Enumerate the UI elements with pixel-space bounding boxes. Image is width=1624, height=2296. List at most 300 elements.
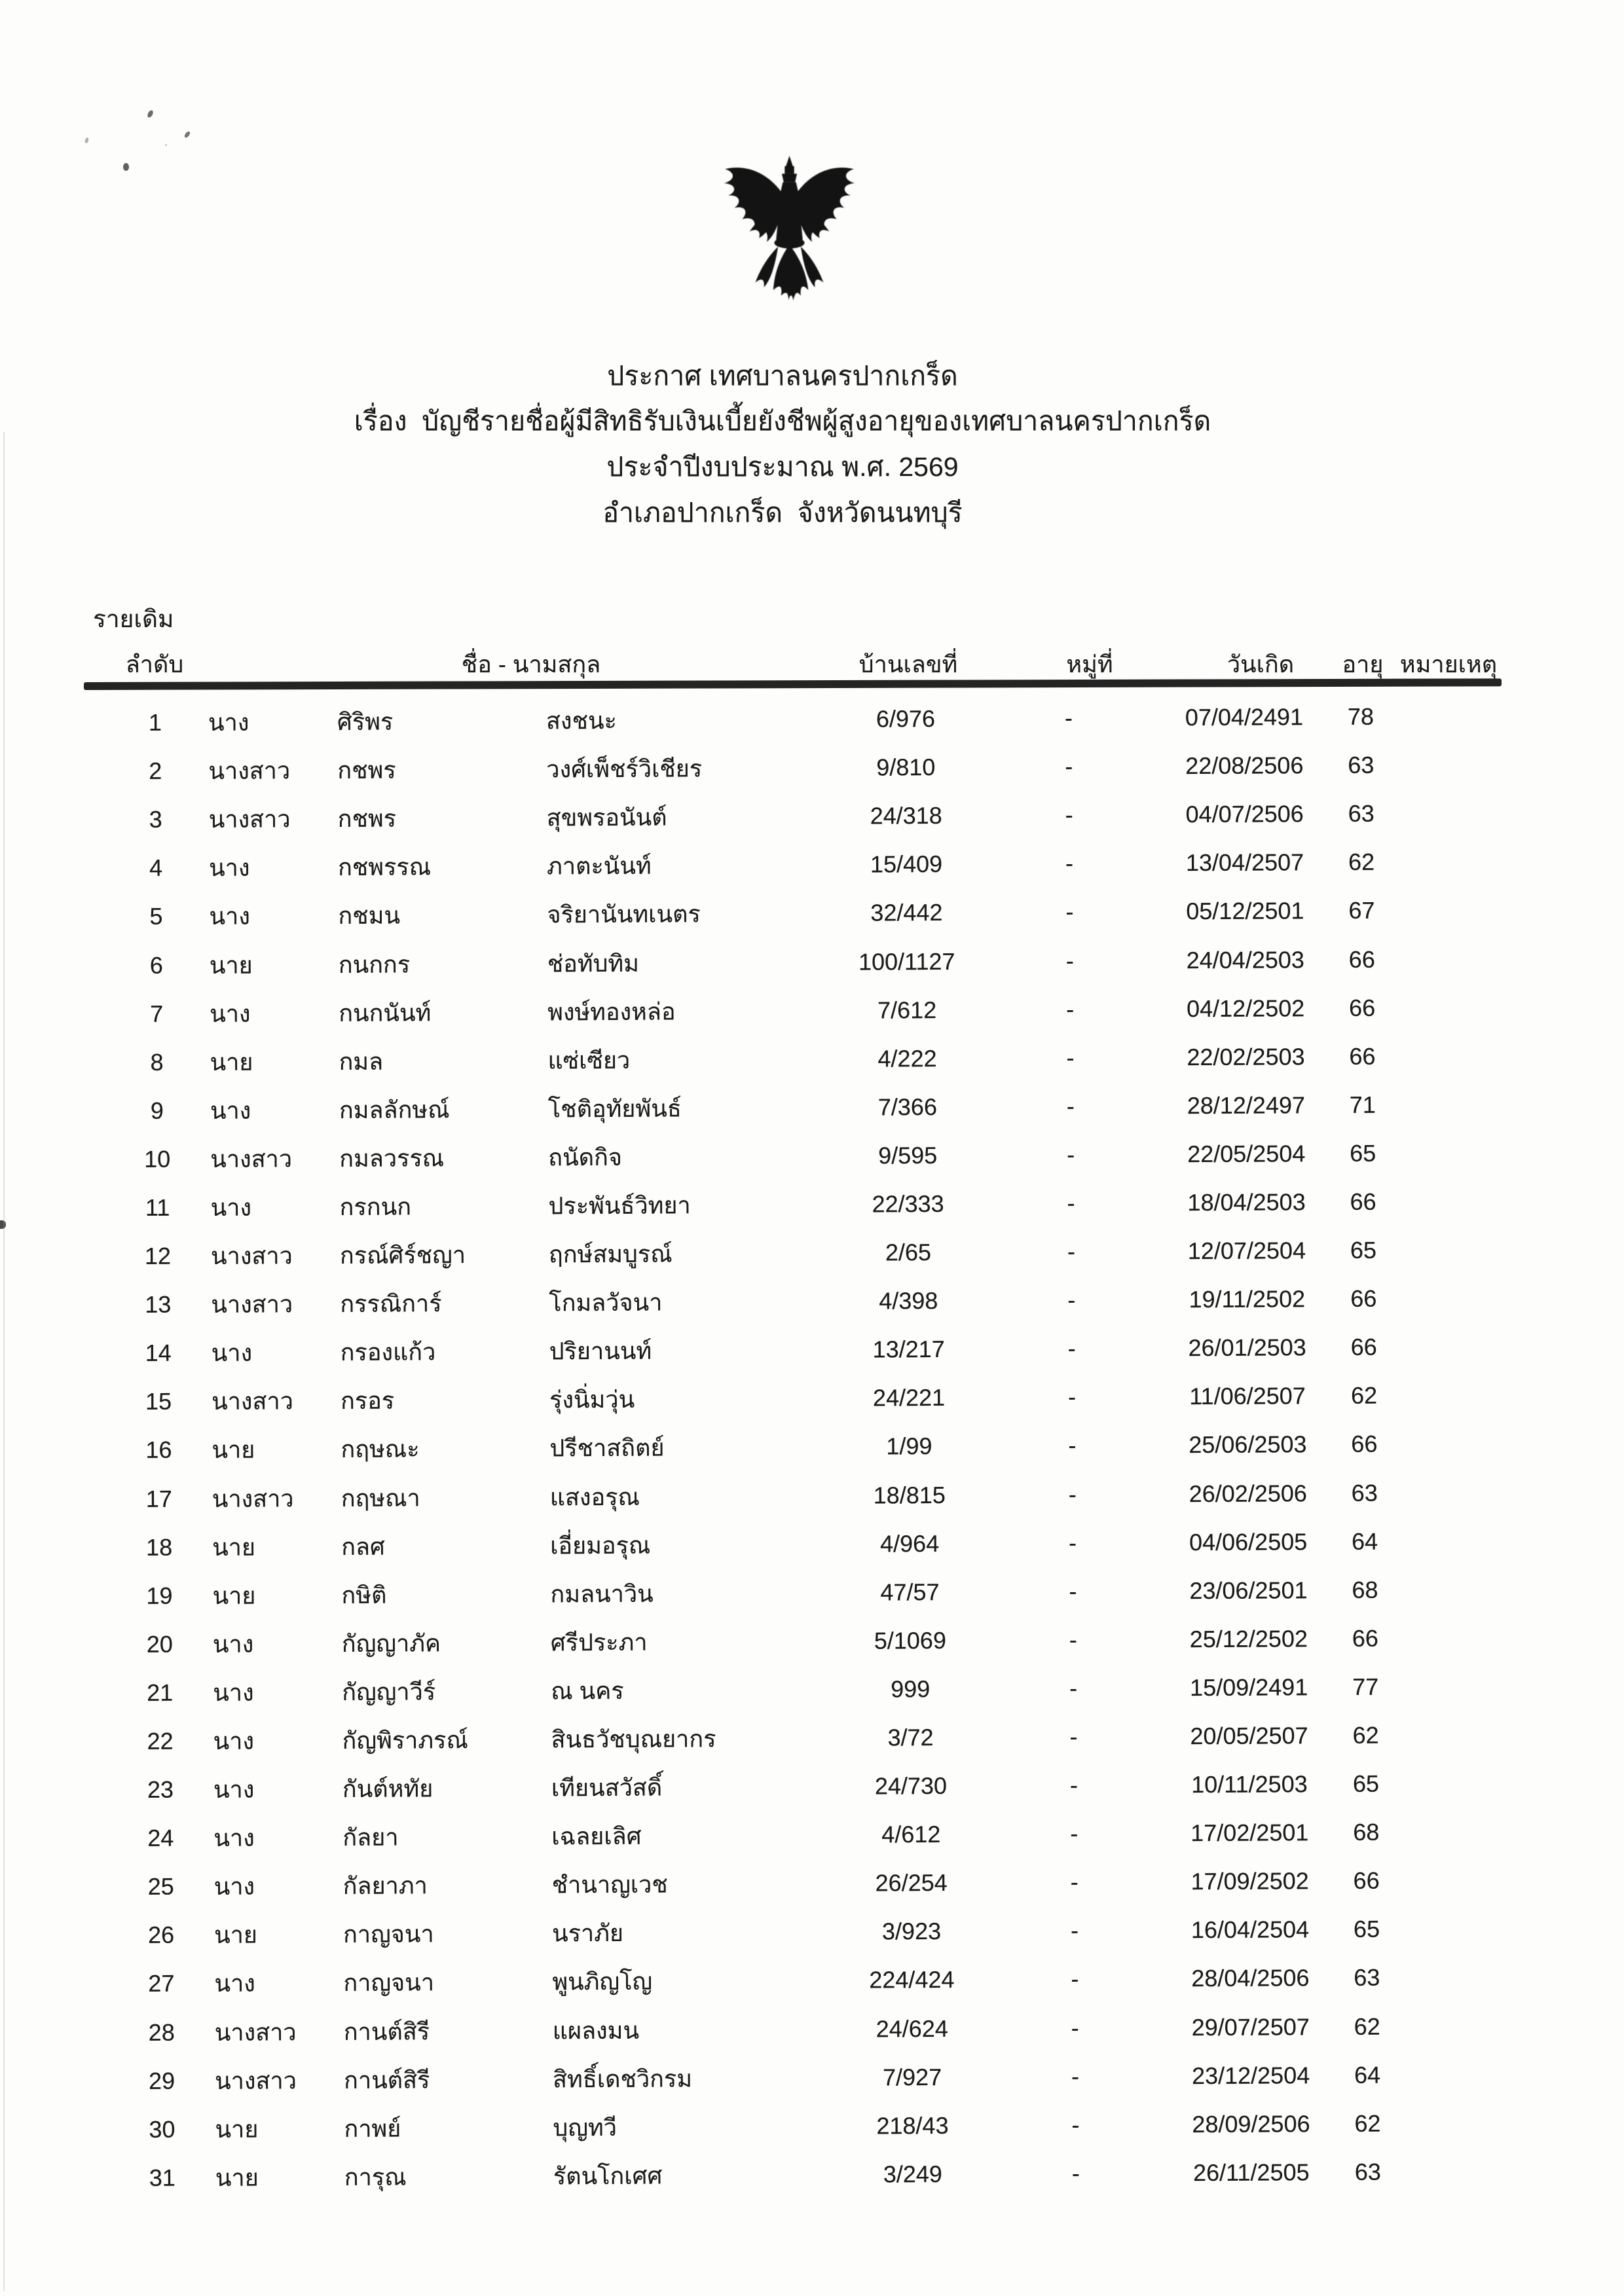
cell-last: เทียนสวัสดิ์: [551, 1774, 663, 1802]
cell-last: ถนัดกิจ: [548, 1143, 623, 1171]
cell-dob: 10/11/2503: [1191, 1770, 1308, 1798]
cell-moo: -: [1066, 1044, 1075, 1071]
cell-house: 3/923: [881, 1918, 942, 1945]
cell-first: กชมน: [338, 902, 401, 930]
cell-first: กัญญาภัค: [341, 1630, 441, 1657]
cell-no: 12: [144, 1242, 172, 1269]
table-row: [7, 2147, 1624, 2203]
cell-first: กัลยา: [342, 1823, 399, 1851]
header-note: หมายเหตุ: [1399, 651, 1498, 678]
table-row: [1, 982, 1624, 1038]
cell-title: นางสาว: [214, 2018, 297, 2046]
cell-no: 9: [150, 1097, 164, 1124]
cell-dob: 25/06/2503: [1189, 1430, 1307, 1459]
cell-title: นางสาว: [212, 1484, 294, 1512]
cell-first: การุณ: [344, 2163, 407, 2191]
title-line-4: อำเภอปากเกร็ด จังหวัดนนทบุรี: [602, 498, 963, 528]
cell-no: 25: [147, 1872, 174, 1901]
cell-no: 30: [149, 2115, 175, 2143]
cell-age: 66: [1350, 1333, 1377, 1361]
cell-age: 62: [1348, 848, 1375, 876]
title-line-1: ประกาศ เทศบาลนครปากเกร็ด: [607, 361, 958, 391]
cell-first: กัญญาวีร์: [342, 1678, 436, 1705]
table-row: [3, 1225, 1624, 1281]
cell-age: 63: [1354, 2158, 1381, 2185]
cell-title: นาง: [211, 1339, 253, 1367]
cell-title: นาง: [208, 708, 249, 736]
cell-moo: -: [1066, 995, 1075, 1023]
cell-house: 1/99: [886, 1432, 932, 1460]
cell-dob: 11/06/2507: [1189, 1382, 1306, 1410]
cell-moo: -: [1068, 1480, 1077, 1508]
table-row: [1, 788, 1624, 845]
cell-dob: 28/09/2506: [1192, 2109, 1310, 2138]
cell-age: 67: [1348, 897, 1375, 924]
cell-moo: -: [1069, 1772, 1079, 1799]
cell-age: 62: [1354, 2109, 1381, 2137]
cell-moo: -: [1069, 1529, 1077, 1556]
cell-title: นาย: [215, 2115, 259, 2143]
cell-house: 9/595: [878, 1141, 938, 1169]
cell-last: เฉลยเลิศ: [551, 1822, 642, 1850]
cell-moo: -: [1069, 1626, 1077, 1653]
cell-dob: 22/02/2503: [1187, 1042, 1305, 1070]
cell-last: แผลงมน: [552, 2016, 640, 2044]
cell-last: โกมลวัจนา: [549, 1288, 663, 1317]
cell-no: 20: [146, 1630, 173, 1658]
section-label: รายเดิม: [93, 606, 174, 632]
table-row: [2, 1176, 1624, 1233]
table-body: [0, 691, 1624, 2203]
cell-dob: 16/04/2504: [1190, 1916, 1310, 1944]
cell-no: 31: [149, 2164, 175, 2191]
table-row: [2, 1128, 1624, 1184]
cell-age: 65: [1350, 1236, 1377, 1264]
header-index: ลำดับ: [125, 651, 184, 678]
cell-last: ภาตะนันท์: [546, 852, 652, 880]
cell-dob: 25/12/2502: [1189, 1625, 1308, 1652]
cell-dob: 17/09/2502: [1190, 1867, 1309, 1895]
cell-first: กรณ์ศิร์ชญา: [339, 1241, 466, 1269]
cell-house: 4/398: [879, 1287, 938, 1315]
cell-title: นาย: [213, 1921, 258, 1949]
cell-last: ศรีประภา: [550, 1628, 648, 1656]
table-row: [1, 837, 1624, 893]
cell-house: 4/222: [877, 1044, 937, 1072]
cell-title: นาย: [210, 1048, 253, 1076]
cell-house: 100/1127: [858, 947, 955, 975]
cell-title: นางสาว: [211, 1387, 293, 1415]
title-line-3: ประจำปีงบประมาณ พ.ศ. 2569: [606, 452, 959, 482]
cell-house: 24/730: [874, 1772, 948, 1800]
cell-no: 23: [147, 1776, 174, 1804]
cell-title: นาย: [209, 951, 253, 979]
cell-dob: 29/07/2507: [1191, 2013, 1310, 2041]
cell-first: กรรณิการ์: [340, 1290, 442, 1318]
cell-title: นางสาว: [208, 757, 291, 785]
cell-first: กาญจนา: [342, 1920, 434, 1948]
cell-no: 4: [149, 854, 163, 882]
cell-dob: 23/06/2501: [1189, 1576, 1308, 1604]
table-row: [4, 1516, 1624, 1572]
cell-dob: 19/11/2502: [1189, 1285, 1306, 1313]
cell-last: เอี่ยมอรุณ: [550, 1531, 651, 1559]
cell-dob: 28/04/2506: [1191, 1964, 1310, 1992]
table-row: [5, 1613, 1624, 1669]
table-row: [5, 1855, 1624, 1912]
scan-speck: [165, 144, 167, 146]
cell-no: 28: [148, 2018, 175, 2046]
cell-last: แซ่เซียว: [547, 1046, 631, 1074]
cell-title: นาย: [212, 1436, 255, 1464]
cell-house: 6/976: [876, 705, 936, 733]
cell-last: รุ่งนิ่มวุ่น: [549, 1386, 635, 1413]
cell-title: นางสาว: [210, 1242, 293, 1269]
cell-house: 13/217: [872, 1336, 945, 1363]
cell-last: นราภัย: [551, 1920, 624, 1947]
cell-dob: 12/07/2504: [1187, 1237, 1306, 1265]
cell-age: 63: [1354, 1964, 1380, 1992]
cell-no: 24: [147, 1824, 174, 1852]
cell-last: สิทธิ์เดชวิกรม: [553, 2065, 693, 2093]
cell-moo: -: [1067, 1189, 1075, 1217]
cell-moo: -: [1071, 2014, 1079, 2041]
cell-first: กัลยาภา: [342, 1872, 428, 1900]
cell-moo: -: [1066, 1092, 1075, 1120]
cell-dob: 22/08/2506: [1185, 752, 1304, 780]
cell-last: พงษ์ทองหล่อ: [547, 998, 676, 1026]
cell-no: 19: [146, 1582, 173, 1609]
scan-speck: [123, 163, 129, 171]
cell-dob: 15/09/2491: [1190, 1673, 1308, 1702]
cell-no: 18: [146, 1533, 173, 1561]
cell-moo: -: [1065, 898, 1074, 926]
title-line-2: เรื่อง บัญชีรายชื่อผู้มีสิทธิรับเงินเบี้ยยังชีพผู้สูงอายุของเทศบาลนครปากเกร็ด: [354, 406, 1211, 436]
cell-title: นาง: [213, 1776, 255, 1804]
cell-house: 9/810: [876, 754, 936, 781]
cell-dob: 26/02/2506: [1189, 1479, 1307, 1507]
cell-last: จริยานันทเนตร: [547, 900, 701, 928]
cell-title: นาง: [213, 1872, 255, 1901]
cell-no: 2: [149, 757, 162, 785]
cell-dob: 26/11/2505: [1192, 2159, 1310, 2186]
cell-moo: -: [1068, 1432, 1077, 1459]
table-row: [5, 1807, 1624, 1863]
table-row: [0, 691, 1624, 748]
cell-house: 32/442: [870, 899, 943, 926]
cell-age: 68: [1353, 1818, 1380, 1846]
table-row: [7, 2049, 1624, 2105]
cell-first: กานต์สิรี: [344, 2066, 430, 2094]
cell-age: 66: [1351, 1430, 1378, 1458]
cell-first: กนกนันท์: [339, 998, 432, 1027]
cell-last: ประพันธ์วิทยา: [548, 1192, 691, 1220]
cell-last: วงศ์เพ็ชร์วิเชียร: [546, 755, 703, 783]
cell-age: 63: [1348, 751, 1375, 779]
scan-speck: [84, 137, 90, 143]
cell-last: ชำนาญเวช: [551, 1870, 668, 1899]
cell-dob: 07/04/2491: [1185, 703, 1304, 731]
cell-dob: 23/12/2504: [1191, 2061, 1310, 2089]
cell-age: 62: [1350, 1382, 1378, 1410]
cell-no: 26: [147, 1922, 175, 1949]
cell-title: นาง: [213, 1727, 255, 1755]
cell-title: นาง: [210, 1194, 252, 1221]
table-row: [3, 1273, 1624, 1330]
table-row: [6, 1952, 1624, 2009]
cell-last: รัตนโกเศศ: [553, 2162, 663, 2190]
cell-house: 7/927: [882, 2063, 942, 2091]
cell-first: กาญจนา: [343, 1969, 435, 1997]
cell-moo: -: [1069, 1674, 1078, 1702]
cell-moo: -: [1067, 1335, 1076, 1362]
table-row: [3, 1322, 1624, 1378]
cell-house: 218/43: [876, 2111, 949, 2140]
cell-moo: -: [1067, 1383, 1077, 1411]
cell-title: นาย: [215, 2164, 259, 2191]
cell-house: 999: [891, 1675, 931, 1703]
cell-no: 29: [148, 2067, 175, 2094]
cell-no: 27: [148, 1970, 175, 1997]
cell-house: 3/249: [883, 2160, 942, 2188]
cell-first: กมลลักษณ์: [339, 1095, 450, 1123]
cell-title: นาง: [208, 854, 250, 882]
scan-edge-line: [3, 432, 5, 2291]
cell-dob: 05/12/2501: [1186, 897, 1304, 925]
cell-title: นางสาว: [208, 805, 291, 833]
cell-last: ช่อทับทิม: [547, 949, 639, 977]
scan-speck: [147, 109, 155, 118]
cell-age: 63: [1348, 799, 1375, 828]
cell-last: ปริยานนท์: [549, 1337, 652, 1365]
header-divider: [84, 678, 1502, 690]
cell-first: กชพร: [337, 756, 396, 784]
cell-house: 47/57: [880, 1578, 940, 1606]
cell-first: ศิริพร: [337, 708, 394, 736]
cell-age: 68: [1352, 1576, 1378, 1603]
cell-first: กลศ: [341, 1533, 385, 1560]
table-row: [5, 1710, 1624, 1766]
cell-first: กษิติ: [341, 1581, 387, 1609]
cell-dob: 04/06/2505: [1189, 1527, 1308, 1556]
cell-last: สินธวัชบุณยากร: [551, 1725, 716, 1753]
cell-moo: -: [1067, 1140, 1075, 1168]
cell-moo: -: [1070, 1868, 1079, 1896]
cell-title: นาง: [209, 903, 250, 930]
cell-age: 66: [1349, 994, 1376, 1021]
cell-title: นาง: [210, 1097, 251, 1124]
cell-age: 77: [1352, 1673, 1379, 1700]
cell-age: 71: [1349, 1091, 1376, 1118]
table-row: [4, 1467, 1624, 1523]
cell-title: นางสาว: [211, 1290, 293, 1319]
table-row: [6, 1904, 1624, 1960]
table-row: [0, 740, 1624, 796]
cell-first: กมล: [339, 1048, 384, 1075]
cell-moo: -: [1064, 704, 1073, 732]
cell-house: 24/624: [876, 2014, 948, 2043]
cell-moo: -: [1071, 2111, 1080, 2138]
cell-first: กมลวรรณ: [339, 1144, 445, 1172]
cell-house: 4/964: [879, 1529, 940, 1558]
table-row: [5, 1662, 1624, 1718]
cell-dob: 04/12/2502: [1186, 994, 1305, 1022]
cell-no: 5: [149, 903, 163, 930]
cell-moo: -: [1065, 801, 1073, 829]
cell-moo: -: [1069, 1722, 1078, 1751]
header-birthdate: วันเกิด: [1227, 651, 1295, 678]
table-row: [3, 1419, 1624, 1475]
cell-last: ฤกษ์สมบูรณ์: [548, 1240, 673, 1268]
cell-title: นาย: [212, 1582, 256, 1609]
cell-dob: 13/04/2507: [1185, 848, 1304, 877]
cell-age: 66: [1352, 1624, 1378, 1652]
cell-moo: -: [1067, 1286, 1076, 1314]
cell-moo: -: [1070, 1820, 1079, 1848]
cell-first: กรอร: [340, 1387, 395, 1415]
cell-no: 7: [150, 1000, 164, 1027]
cell-last: แสงอรุณ: [549, 1483, 640, 1510]
garuda-emblem-icon: [695, 145, 884, 337]
cell-last: ปรีชาสถิตย์: [549, 1434, 665, 1462]
cell-house: 26/254: [875, 1869, 948, 1897]
cell-age: 62: [1352, 1721, 1379, 1749]
cell-no: 3: [149, 806, 162, 833]
cell-house: 4/612: [881, 1821, 941, 1848]
header-age: อายุ: [1342, 651, 1384, 678]
cell-moo: -: [1071, 2062, 1080, 2090]
cell-age: 63: [1351, 1479, 1378, 1506]
cell-title: นางสาว: [210, 1145, 293, 1173]
cell-first: กรองแก้ว: [340, 1338, 436, 1366]
cell-moo: -: [1065, 947, 1074, 974]
table-row: [1, 934, 1624, 990]
cell-last: บุญทวี: [553, 2113, 618, 2141]
cell-no: 11: [145, 1194, 170, 1221]
cell-age: 64: [1351, 1527, 1378, 1555]
cell-dob: 22/05/2504: [1187, 1140, 1306, 1168]
cell-title: นาง: [212, 1630, 254, 1658]
cell-age: 65: [1352, 1770, 1380, 1798]
cell-no: 14: [145, 1339, 172, 1367]
cell-age: 65: [1350, 1139, 1376, 1167]
cell-no: 6: [149, 951, 163, 979]
cell-age: 64: [1354, 2061, 1381, 2088]
cell-no: 10: [144, 1145, 171, 1173]
table-row: [3, 1370, 1624, 1427]
cell-no: 16: [145, 1436, 172, 1464]
table-row: [1, 1031, 1624, 1087]
cell-house: 3/72: [887, 1724, 934, 1751]
header-moo: หมู่ที่: [1066, 651, 1113, 678]
cell-dob: 28/12/2497: [1187, 1091, 1306, 1119]
cell-last: ณ นคร: [551, 1677, 624, 1705]
cell-dob: 17/02/2501: [1190, 1819, 1309, 1847]
cell-no: 21: [147, 1679, 174, 1706]
cell-age: 65: [1353, 1916, 1380, 1943]
cell-house: 224/424: [869, 1966, 955, 1994]
cell-no: 17: [145, 1485, 172, 1512]
cell-moo: -: [1065, 753, 1073, 780]
cell-house: 7/612: [877, 996, 937, 1024]
cell-first: กฤษณา: [341, 1484, 420, 1512]
cell-dob: 20/05/2507: [1190, 1722, 1308, 1750]
cell-first: กันต์หทัย: [342, 1775, 434, 1803]
cell-age: 66: [1350, 1188, 1376, 1215]
cell-age: 78: [1347, 702, 1375, 730]
cell-moo: -: [1065, 850, 1074, 877]
cell-age: 66: [1349, 1042, 1376, 1070]
cell-no: 22: [147, 1727, 174, 1755]
cell-title: นางสาว: [215, 2066, 297, 2094]
cell-no: 8: [150, 1048, 164, 1076]
cell-first: กรกนก: [339, 1193, 412, 1220]
cell-first: กานต์สิรี: [343, 2017, 430, 2045]
cell-moo: -: [1069, 1577, 1077, 1605]
table-row: [1, 885, 1624, 941]
cell-house: 24/221: [872, 1384, 946, 1412]
cell-house: 15/409: [870, 850, 943, 878]
table-row: [7, 2001, 1624, 2057]
header-house-no: บ้านเลขที่: [858, 651, 958, 678]
cell-first: กนกกร: [338, 950, 411, 978]
cell-moo: -: [1067, 1238, 1076, 1266]
cell-house: 2/65: [885, 1239, 932, 1266]
table-row: [7, 2098, 1624, 2155]
cell-dob: 24/04/2503: [1186, 945, 1304, 974]
cell-title: นาง: [210, 1000, 251, 1027]
cell-house: 24/318: [870, 802, 942, 829]
table-row: [4, 1565, 1624, 1621]
cell-title: นาง: [214, 1970, 255, 1997]
cell-moo: -: [1070, 1917, 1079, 1944]
cell-title: นาง: [213, 1679, 254, 1706]
cell-last: สงชนะ: [545, 706, 618, 735]
cell-house: 22/333: [872, 1190, 944, 1218]
cell-dob: 04/07/2506: [1185, 800, 1304, 828]
cell-last: โชติอุทัยพันธ์: [547, 1095, 682, 1123]
cell-house: 18/815: [873, 1481, 946, 1509]
cell-dob: 18/04/2503: [1187, 1188, 1306, 1216]
cell-moo: -: [1071, 2159, 1080, 2187]
cell-last: พูนภิญโญ: [552, 1968, 653, 1995]
table-row: [5, 1758, 1624, 1815]
cell-first: กฤษณะ: [341, 1435, 420, 1463]
cell-no: 13: [145, 1290, 172, 1319]
cell-first: กชพรรณ: [337, 853, 432, 881]
cell-last: กมลนาวิน: [550, 1580, 654, 1608]
header-name: ชื่อ - นามสกุล: [461, 651, 601, 678]
cell-house: 7/366: [877, 1093, 938, 1121]
cell-first: กาพย์: [344, 2115, 401, 2142]
scan-speck: [183, 130, 191, 138]
cell-age: 66: [1353, 1867, 1380, 1895]
cell-moo: -: [1071, 1965, 1079, 1993]
cell-title: นาง: [213, 1824, 255, 1852]
cell-age: 66: [1348, 945, 1375, 973]
cell-age: 62: [1354, 2013, 1380, 2040]
cell-first: กชพร: [337, 805, 397, 833]
table-row: [2, 1080, 1624, 1136]
cell-no: 1: [148, 708, 162, 736]
cell-title: นาย: [212, 1533, 256, 1561]
cell-age: 66: [1350, 1285, 1377, 1313]
cell-first: กัญพิราภรณ์: [342, 1726, 468, 1754]
cell-dob: 26/01/2503: [1188, 1334, 1306, 1362]
cell-last: สุขพรอนันต์: [546, 803, 667, 831]
cell-house: 5/1069: [874, 1626, 947, 1654]
cell-no: 15: [145, 1388, 172, 1415]
